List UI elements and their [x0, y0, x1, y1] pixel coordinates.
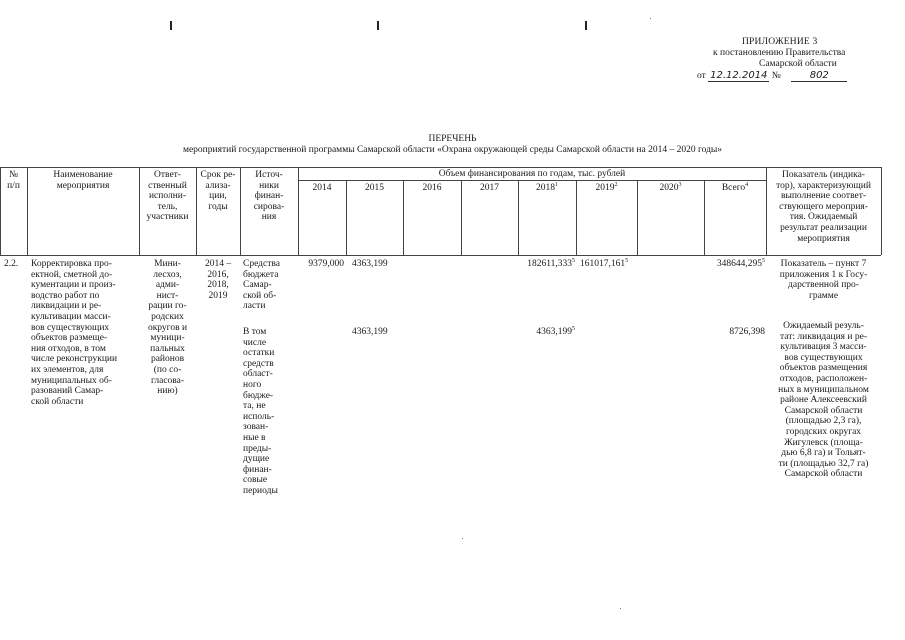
document-title: ПЕРЕЧЕНЬ — [428, 134, 477, 144]
handwritten-number: 802 — [791, 70, 847, 82]
scan-mark — [377, 21, 379, 30]
scan-speck — [620, 608, 621, 609]
row-indicator-reference: Показатель – пункт 7 приложения 1 к Госу- дарственной про- грамме — [779, 259, 868, 301]
appendix-line-2: Самарской области — [759, 59, 837, 69]
header-indicator: Показатель (индика- тор), характеризующий выполнение соответ- ствующего мероприя- тия. Ожидаемый результат реализации мероприятия — [776, 170, 871, 244]
handwritten-date: 12.12.2014 — [710, 70, 768, 81]
scan-mark — [170, 21, 172, 30]
value-2015: 4363,199 — [352, 259, 388, 269]
remaining-value-total: 8726,398 — [729, 327, 765, 337]
header-num: № п/п — [7, 170, 20, 191]
header-responsible: Ответ- ственный исполни- тель, участники — [146, 170, 189, 223]
appendix-line-1: к постановлению Правительства — [713, 48, 846, 58]
remaining-value-2018: 4363,199$^5$ — [536, 325, 575, 337]
value-2018: 182611,333$^5$ — [527, 257, 575, 269]
row-num: 2.2. — [4, 259, 19, 269]
scan-mark — [585, 21, 587, 30]
value-2014: 9379,000 — [308, 259, 344, 269]
number-prefix: № — [771, 71, 781, 81]
header-name: Наименование мероприятия — [53, 170, 113, 191]
header-term: Срок ре- ализа- ции, годы — [200, 170, 236, 212]
row-source-regional-budget: Средства бюджета Самар- ской об- ласти — [243, 259, 280, 312]
date-prefix: от — [697, 71, 706, 81]
header-financing-group: Объем финансирования по годам, тыс. рублей — [438, 169, 626, 179]
appendix-title: ПРИЛОЖЕНИЕ 3 — [742, 37, 818, 47]
scan-speck — [650, 18, 651, 19]
header-total: Всего$^4$ — [721, 181, 749, 193]
appendix-date-line — [697, 70, 857, 82]
row-source-remaining-funds: В том числе остатки средств област- ного бюдже- та, не исполь- зован- ные в преды- дущие финан- совые периоды — [243, 327, 278, 496]
value-total: 348644,295$^5$ — [716, 257, 765, 269]
row-responsible: Мини- лесхоз, адми- нист- рации го- родских округов и муници- пальных районов (по со- гласова- нию) — [147, 259, 188, 397]
header-year-2018: 2018$^1$ — [536, 181, 558, 193]
row-name: Корректировка про- ектной, сметной до- кументации и произ- водство работ по ликвидации и ре- культивации масси- вов существующих объектов размеще- ния отходов, в том числе реконструкции их элементов, для муниципальных об- разований Самар- ской области — [31, 259, 118, 407]
header-year-2017: 2017 — [480, 183, 499, 193]
scan-speck — [462, 538, 463, 539]
document-subtitle: мероприятий государственной программы Самарской области «Охрана окружающей среды Самарской области на 2014 – 2020 годы» — [182, 145, 723, 155]
row-indicator-expected-result: Ожидаемый резуль- тат: ликвидация и ре- культивация 3 масси- вов существующих объектов размещения отходов, расположен- ных в муниципальном районе Алексеевский Самарской области (площадью 2,3 га), городских округах Жигулевск (площа- дью 6,8 га) и Тольят- ти (площадью 32,7 га) Самарской области — [778, 321, 869, 480]
remaining-value-2015: 4363,199 — [352, 327, 388, 337]
value-2019: 161017,161$^5$ — [580, 257, 629, 269]
header-year-2016: 2016 — [422, 183, 442, 193]
header-year-2015: 2015 — [365, 183, 384, 193]
row-term: 2014 – 2016, 2018, 2019 — [204, 259, 232, 301]
header-year-2020: 2020$^3$ — [659, 181, 682, 193]
header-year-2019: 2019$^2$ — [595, 181, 618, 193]
header-source: Источ- ники финан- сирова- ния — [253, 170, 285, 223]
header-year-2014: 2014 — [312, 183, 332, 193]
